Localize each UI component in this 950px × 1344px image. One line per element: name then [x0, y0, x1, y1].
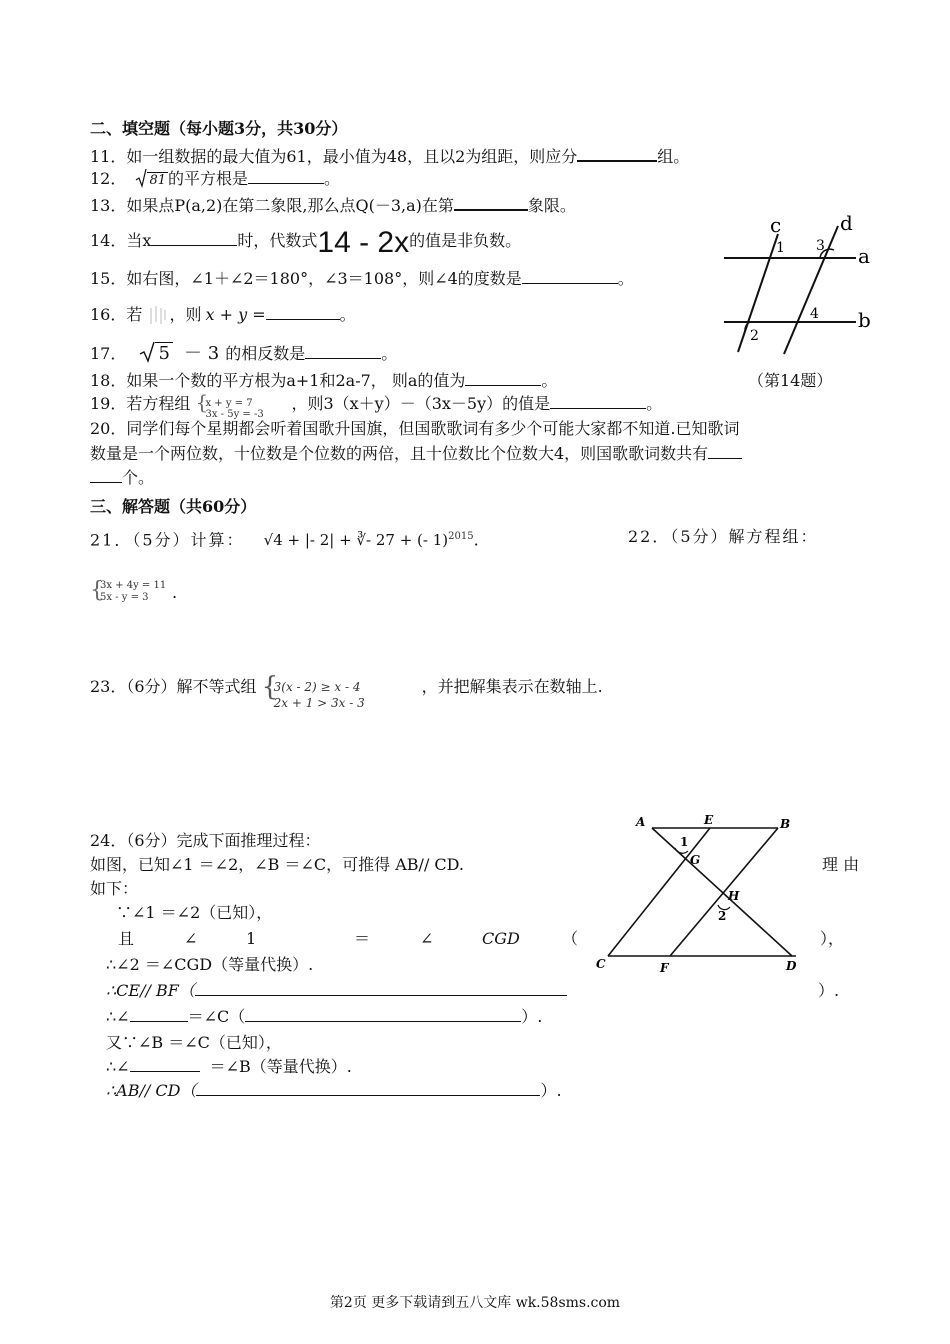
fig14-label-1: 1: [776, 240, 785, 256]
q19-system: { x + y = 7 3x - 5y = -3: [195, 393, 291, 415]
q24-step-8-blank[interactable]: [196, 1081, 540, 1096]
q24-step-5: ∴∠ ＝∠C（ ）.: [106, 1007, 543, 1026]
question-16: [90, 304, 356, 326]
q20-line-2-text: 数量是一个两位数，十位数是个位数的两倍，且十位数比个位数大4，则国歌歌词数共有: [90, 444, 709, 463]
q15-after: 。: [617, 269, 634, 288]
q13-blank[interactable]: [454, 195, 528, 211]
q13-after: 象限。: [527, 196, 576, 215]
q18-text: 18．如果一个数的平方根为a+1和2a-7， 则a的值为: [90, 371, 466, 390]
q22-system: { 3x + 4y = 11 5x - y = 3 .: [90, 578, 178, 603]
q19-eq2: 3x - 5y = -3: [205, 409, 264, 420]
q17-text: 的相反数是: [225, 344, 306, 363]
q12-sqrt: [135, 168, 168, 192]
q17-blank[interactable]: [305, 344, 381, 359]
fig14-label-c: c: [770, 214, 782, 237]
question-20-line-2: [90, 443, 742, 465]
question-22: 22．（5分）解方程组：: [628, 527, 819, 546]
question-23: [90, 672, 603, 710]
q19-after: 。: [646, 394, 663, 413]
figure-14-diagram: [718, 214, 878, 364]
q14-pre: 14．当x: [90, 231, 152, 250]
q14-mid: 时，代数式: [237, 231, 318, 250]
q17-sqrt: [139, 343, 172, 365]
question-19: [90, 390, 663, 420]
q21-exponent: 2015: [448, 531, 474, 542]
q16-blank[interactable]: [266, 305, 340, 320]
q24-line-2: 如下：: [90, 879, 139, 898]
figure-14-caption: （第14题）: [748, 371, 833, 390]
q16-condition-image: [147, 304, 169, 326]
fig14-label-d: d: [840, 214, 853, 235]
q22-end: .: [172, 583, 178, 602]
fig24-label-B: B: [780, 817, 791, 831]
question-17: [90, 343, 397, 365]
question-18: [90, 370, 557, 392]
figure-24: [594, 806, 824, 986]
q16-expression: x + y =: [205, 305, 266, 324]
q24-step-4-blank[interactable]: [195, 981, 567, 996]
fig24-label-2: 2: [718, 909, 727, 923]
q17-num: 17．: [90, 344, 127, 363]
q12-after: 。: [324, 169, 341, 188]
fig14-label-4: 4: [810, 306, 819, 322]
question-24-title: 24．（6分）完成下面推理过程：: [90, 831, 321, 850]
q23-after: ，并把解集表示在数轴上.: [421, 677, 603, 696]
fig24-label-E: E: [704, 813, 714, 827]
q24-step-2: 且 ∠ 1 ＝ ∠ CGD （ ），: [118, 929, 845, 948]
q24-step-3: ∴∠2 ＝∠CGD（等量代换）.: [106, 955, 314, 974]
q24-step-6: 又∵∠B ＝∠C（已知），: [106, 1033, 282, 1052]
q17-radicand: 5: [155, 342, 172, 364]
q23-ineq1: 3(x - 2) ≥ x - 4: [273, 680, 361, 694]
q24-step-5-angle-blank[interactable]: [130, 1007, 188, 1022]
q19-text: ，则3（x＋y）－（3x－5y）的值是: [291, 394, 551, 413]
q15-text: 15．如右图，∠1＋∠2＝180°，∠3＝108°，则∠4的度数是: [90, 269, 522, 288]
fig24-label-H: H: [728, 889, 740, 903]
q24-line-1: 如图，已知∠1 ＝∠2，∠B ＝∠C，可推得 AB// CD.: [90, 855, 465, 874]
page-footer: 第2页 更多下载请到五八文库 wk.58sms.com: [329, 1295, 621, 1311]
sqrt-sign-icon: [139, 341, 155, 363]
section-3-title: 三、解答题（共60分）: [90, 497, 257, 516]
q23-pre: 23．（6分）解不等式组: [90, 677, 257, 696]
fig14-label-b: b: [858, 308, 871, 332]
fig24-label-D: D: [786, 959, 797, 973]
fig24-label-G: G: [690, 853, 701, 867]
q22-eq1: 3x + 4y = 11: [100, 580, 167, 591]
q24-step-8: ∴AB// CD（ ）.: [106, 1081, 562, 1100]
figure-14: [718, 214, 878, 374]
q11-after: 组。: [657, 147, 690, 166]
q23-ineq2: 2x + 1 > 3x - 3: [273, 696, 365, 710]
q12-text: 的平方根是: [168, 169, 249, 188]
q14-after: 的值是非负数。: [409, 231, 522, 250]
q20-blank-part-1[interactable]: [708, 444, 742, 459]
q14-expression: 14 - 2x: [317, 226, 410, 259]
q22-eq2: 5x - y = 3: [100, 592, 149, 603]
q14-blank[interactable]: [151, 231, 237, 246]
fig24-label-F: F: [660, 961, 669, 975]
sqrt-sign-icon: [135, 168, 147, 188]
question-20-line-1: 20．同学们每个星期都会听着国歌升国旗，但国歌歌词有多少个可能大家都不知道.已知歌词: [90, 419, 740, 438]
q18-after: 。: [541, 371, 558, 390]
question-15: [90, 268, 634, 290]
q21-text: 21．（5分）计算：: [90, 530, 245, 550]
q16-mid: ，则: [169, 305, 202, 324]
q16-after: 。: [339, 305, 356, 324]
fig14-label-2: 2: [750, 328, 759, 344]
q13-text: 13．如果点P(a,2)在第二象限,那么点Q(－3,a)在第: [90, 196, 454, 215]
question-11: [90, 146, 689, 168]
q20-after: 个。: [122, 468, 155, 487]
q21-end: .: [473, 530, 479, 550]
q24-step-4-end: ）.: [818, 981, 840, 1000]
q19-pre: 19．若方程组: [90, 394, 191, 413]
q24-step-4: ∴CE// BF（: [106, 980, 567, 1002]
q17-minus: － 3: [184, 343, 220, 364]
q11-blank[interactable]: [577, 146, 657, 162]
question-14: [90, 226, 522, 259]
q19-blank[interactable]: [550, 394, 646, 409]
fig24-label-1: 1: [680, 835, 689, 849]
q18-blank[interactable]: [465, 371, 541, 386]
question-20-line-3: [90, 467, 154, 489]
question-21: [90, 526, 479, 551]
fig24-label-A: A: [636, 815, 646, 829]
q12-radicand: 81: [149, 173, 167, 188]
section-2-title: 二、填空题（每小题3分，共30分）: [90, 119, 348, 138]
q16-pre: 16．若: [90, 305, 143, 324]
question-13: [90, 195, 576, 217]
fig14-label-3: 3: [816, 238, 825, 254]
fig24-label-C: C: [596, 957, 606, 971]
q24-step-7: ∴∠ ＝∠B（等量代换）.: [106, 1057, 352, 1076]
q24-step-2-blank-end[interactable]: ），: [820, 929, 845, 948]
q23-system: { 3(x - 2) ≥ x - 4 2x + 1 > 3x - 3: [262, 676, 422, 706]
q11-text: 11．如一组数据的最大值为61，最小值为48，且以2为组距，则应分: [90, 147, 578, 166]
q20-blank-part-2[interactable]: [90, 468, 122, 483]
q15-blank[interactable]: [522, 269, 618, 284]
q19-eq1: x + y = 7: [205, 398, 253, 409]
q21-expression: √4 + |- 2| + ∛- 27 + (- 1): [263, 531, 449, 550]
q24-step-5-reason-blank[interactable]: [245, 1007, 521, 1022]
figure-24-diagram: [594, 806, 824, 986]
fig14-label-a: a: [858, 244, 870, 268]
q12-blank[interactable]: [248, 169, 324, 184]
q24-step-7-blank[interactable]: [130, 1057, 200, 1072]
q24-line-1-reason: 理 由: [822, 855, 860, 874]
question-12: 12． 81 的平方根是 。: [90, 168, 340, 192]
q17-after: 。: [381, 344, 398, 363]
q24-step-1: ∵∠1 ＝∠2（已知），: [116, 903, 273, 922]
